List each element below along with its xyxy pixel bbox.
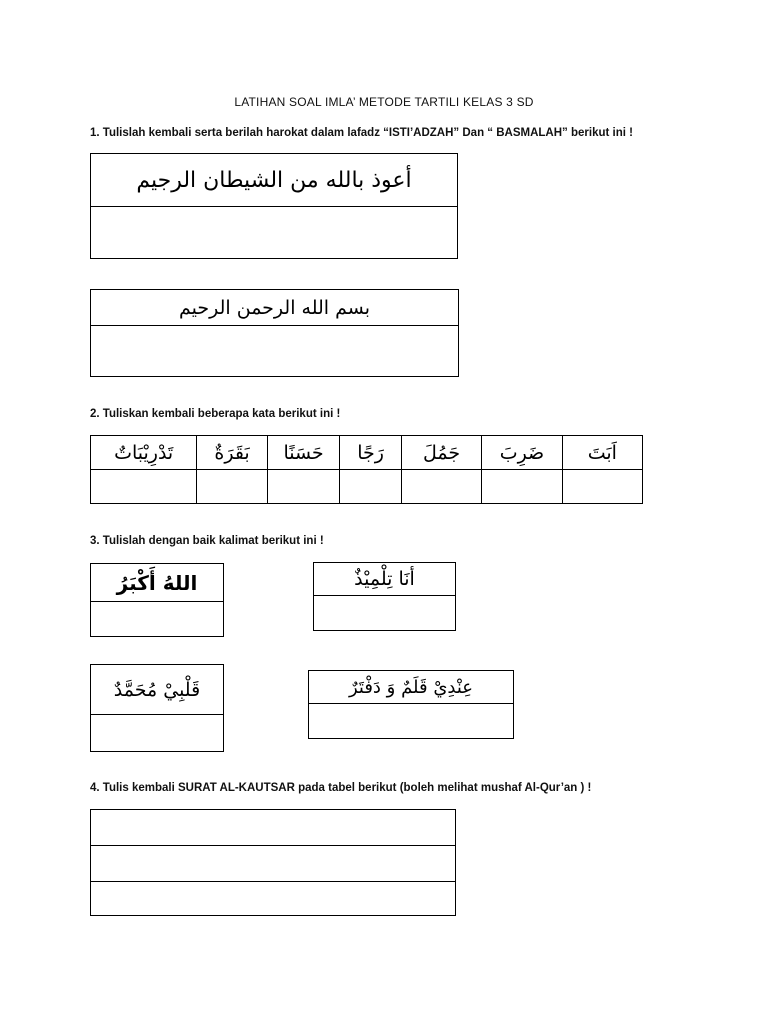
kautsar-line-2[interactable] [91, 846, 455, 882]
answer-cell[interactable] [562, 470, 642, 504]
page-title: LATIHAN SOAL IMLA’ METODE TARTILI KELAS 3 SD [234, 95, 534, 109]
sentence-box-3 [90, 664, 224, 752]
sentence-answer-row[interactable] [91, 602, 223, 636]
question-3: 3. Tulislah dengan baik kalimat berikut ini ! [90, 535, 324, 547]
word-text: ضَرِبَ [499, 441, 545, 464]
sentence-box-1 [90, 563, 224, 637]
answer-cell[interactable] [267, 470, 340, 504]
word-cell [401, 436, 481, 470]
sentence-box-2 [313, 562, 456, 631]
word-text: رَجًا [357, 441, 384, 464]
words-answer-row [91, 470, 643, 504]
answer-cell[interactable] [340, 470, 402, 504]
istiadzah-prompt-row [91, 154, 457, 207]
sentence-answer-row[interactable] [91, 715, 223, 751]
kautsar-line-1[interactable] [91, 810, 455, 846]
word-cell [340, 436, 402, 470]
question-1: 1. Tulislah kembali serta berilah harokat dalam lafadz “ISTI’ADZAH” Dan “ BASMALAH” berikut ini ! [90, 127, 633, 139]
words-prompt-row [91, 436, 643, 470]
answer-cell[interactable] [197, 470, 267, 504]
sentence-prompt-row [309, 671, 513, 704]
question-4: 4. Tulis kembali SURAT AL-KAUTSAR pada tabel berikut (boleh melihat mushaf Al-Qur’an ) ! [90, 782, 592, 794]
word-cell [197, 436, 267, 470]
sentence-text: اللهُ أَكْبَرُ [116, 570, 198, 595]
kautsar-table [90, 809, 456, 916]
answer-cell[interactable] [91, 470, 197, 504]
word-text: حَسَنًا [283, 441, 324, 464]
istiadzah-box [90, 153, 458, 259]
sentence-box-4 [308, 670, 514, 739]
word-text: جَمُلَ [422, 441, 461, 464]
sentence-answer-row[interactable] [309, 704, 513, 738]
word-cell [562, 436, 642, 470]
word-cell [482, 436, 562, 470]
sentence-text: قَلْبِيْ مُحَمَّدٌ [113, 678, 201, 701]
answer-cell[interactable] [401, 470, 481, 504]
basmalah-answer-row[interactable] [91, 326, 458, 376]
basmalah-prompt-row [91, 290, 458, 326]
word-text: اَبَتَ [587, 441, 617, 464]
istiadzah-answer-row[interactable] [91, 207, 457, 258]
question-2: 2. Tuliskan kembali beberapa kata berikut ini ! [90, 408, 341, 420]
kautsar-line-3[interactable] [91, 882, 455, 917]
sentence-prompt-row [314, 563, 455, 596]
sentence-prompt-row [91, 564, 223, 602]
word-cell [91, 436, 197, 470]
sentence-answer-row[interactable] [314, 596, 455, 630]
word-cell [267, 436, 340, 470]
basmalah-text: بسم الله الرحمن الرحيم [179, 296, 370, 319]
word-text: بَقَرَةٌ [214, 441, 250, 464]
word-text: تَدْرِيْبَاتٌ [114, 441, 174, 464]
sentence-prompt-row [91, 665, 223, 715]
sentence-text: أنَا تِلْمِيْذٌ [354, 568, 415, 590]
sentence-text: عِنْدِيْ قَلَمٌ وَ دَفْتَرٌ [348, 676, 474, 698]
words-table [90, 435, 643, 504]
basmalah-box [90, 289, 459, 377]
istiadzah-text: أعوذ بالله من الشيطان الرجيم [136, 167, 412, 193]
answer-cell[interactable] [482, 470, 562, 504]
